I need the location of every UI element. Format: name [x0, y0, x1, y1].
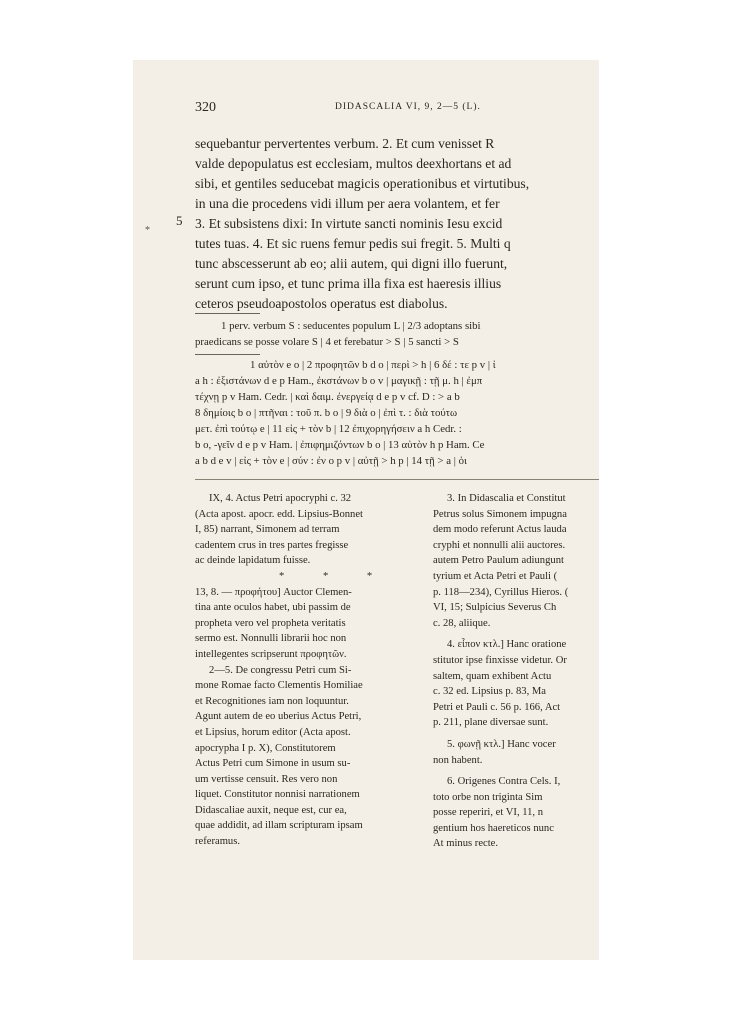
commentary-line: mone Romae facto Clementis Homiliae [195, 680, 363, 692]
commentary-line: c. 28, aliique. [433, 617, 491, 629]
main-text-line: tutes tuas. 4. Et sic ruens femur pedis sui fregit. 5. Multi q [195, 236, 511, 251]
main-text-line: tunc abscesserunt ab eo; alii autem, qui digni illo fuerunt, [195, 256, 508, 271]
commentary-line: et Lipsius, horum editor (Acta apost. [195, 726, 351, 738]
commentary-line: c. 32 ed. Lipsius p. 83, Ma [433, 686, 546, 698]
apparatus-line: a b d e v | εἰς + τὸν e | σύν : ἐν o p v | αὐτῇ > h p | 14 τῇ > a | ὁι [195, 455, 467, 467]
commentary-line: Agunt autem de eo uberius Actus Petri, [195, 711, 362, 723]
commentary-line: intellegentes scripserunt προφητῶν. [195, 648, 347, 660]
commentary-line: posse reperiri, et VI, 11, n [433, 807, 544, 819]
commentary-line: tyrium et Acta Petri et Pauli ( [433, 570, 558, 582]
apparatus-line: 1 perv. verbum S : seducentes populum L | 2/3 adoptans sibi [221, 320, 481, 332]
commentary-line: ac deinde lapidatum fuisse. [195, 555, 311, 567]
running-title: DIDASCALIA VI, 9, 2—5 (L). [335, 102, 481, 112]
scanned-page [133, 60, 599, 960]
commentary-line: 13, 8. — προφήτου] Auctor Clemen- [195, 586, 352, 598]
commentary-line: apocrypha I p. X), Constitutorem [195, 742, 336, 754]
apparatus-greek [195, 357, 599, 469]
commentary-line: 6. Origenes Contra Cels. I, [447, 776, 561, 788]
commentary-line: dem modo referunt Actus lauda [433, 524, 567, 536]
commentary-line: non habent. [433, 754, 483, 766]
apparatus-line: μετ. ἐπὶ τούτῳ e | 11 εἰς + τὸν b | 12 ἐπιχορηγήσειν a h Cedr. : [195, 423, 462, 435]
main-text-line: 3. Et subsistens dixi: In virtute sancti nominis Iesu excid [195, 216, 503, 231]
main-text-line: sibi, et gentiles seducebat magicis operationibus et virtutibus, [195, 176, 530, 191]
commentary-line: toto orbe non triginta Sim [433, 791, 543, 803]
commentary-right-column [433, 491, 568, 852]
page-number: 320 [195, 100, 216, 115]
apparatus-line: a h : ἐξιστάνων d e p Ham., ἐκστάνων b o v | μαγικῇ : τῇ μ. h | ἐμπ [195, 375, 483, 387]
commentary-line: tina ante oculos habet, ubi passim de [195, 602, 351, 614]
commentary-line: (Acta apost. apocr. edd. Lipsius-Bonnet [195, 508, 363, 520]
commentary-line: cryphi et nonnulli alii auctores. [433, 539, 566, 551]
line-number: 5 [176, 213, 183, 228]
commentary-line: At minus recte. [433, 838, 499, 850]
commentary-line: 2—5. De congressu Petri cum Si- [209, 664, 352, 676]
running-head [195, 100, 599, 116]
commentary-line: propheta vero vel propheta veritatis [195, 617, 346, 629]
commentary-line: * * * [279, 570, 391, 582]
main-text-line: valde depopulatus est ecclesiam, multos deexhortans et ad [195, 156, 512, 171]
commentary-line: VI, 15; Sulpicius Severus Ch [433, 602, 557, 614]
commentary-line: 3. In Didascalia et Constitut [447, 493, 566, 504]
main-text-line: sequebantur pervertentes verbum. 2. Et cum venisset R [195, 136, 495, 151]
apparatus-rule [195, 354, 260, 355]
commentary-left-column [195, 491, 390, 850]
apparatus-line: 8 δημίοις b o | πτῆναι : τοῦ π. b o | 9 διὰ o | ἐπὶ τ. : διὰ τούτω [195, 407, 458, 419]
commentary-line: Petri et Pauli c. 56 p. 166, Act [433, 701, 561, 713]
commentary-line: quae addidit, ad illam scripturam ipsam [195, 820, 363, 832]
main-text [195, 134, 599, 314]
commentary-line: saltem, quam exhibent Actu [433, 670, 552, 682]
apparatus-line: τέχνῃ p v Ham. Cedr. | καὶ δαιμ. ἐνεργείᾳ d e p v cf. D : > a b [195, 391, 460, 403]
margin-mark: * [145, 225, 150, 236]
commentary-line: liquet. Constitutor nonnisi narrationem [195, 789, 360, 801]
apparatus-rule [195, 313, 260, 314]
commentary-line: 4. εἶπον κτλ.] Hanc oratione [447, 639, 567, 651]
commentary-line: I, 85) narrant, Simonem ad terram [195, 524, 340, 536]
commentary-line: Didascaliae auxit, neque est, cur ea, [195, 804, 347, 816]
apparatus-line: 1 αὐτὸν e o | 2 προφητῶν b d o | περὶ > h | 6 δέ : τε p v | ἰ [250, 359, 496, 371]
commentary-line: 5. φωνῇ κτλ.] Hanc vocer [447, 738, 556, 750]
commentary-line: sermo est. Nonnulli librarii hoc non [195, 633, 347, 645]
commentary-line: Actus Petri cum Simone in usum su- [195, 758, 351, 770]
commentary-line: p. 118—234), Cyrillus Hieros. ( [433, 586, 569, 598]
commentary-line: cadentem crus in tres partes fregisse [195, 539, 349, 551]
commentary-line: IX, 4. Actus Petri apocryphi c. 32 [209, 493, 352, 504]
commentary-line: et Recognitiones iam non loquuntur. [195, 695, 349, 707]
section-rule [195, 479, 599, 480]
commentary-line: gentium hos haereticos nunc [433, 822, 554, 834]
commentary-line: Petrus solus Simonem impugna [433, 508, 567, 520]
apparatus-latin [195, 318, 599, 350]
main-text-line: in una die procedens vidi illum per aera volantem, et fer [195, 196, 500, 211]
commentary-line: p. 211, plane diversae sunt. [433, 717, 549, 729]
commentary-line: referamus. [195, 836, 240, 848]
main-text-line: ceteros pseudoapostolos operatus est diabolus. [195, 296, 448, 311]
commentary-line: autem Petro Paulum adiungunt [433, 555, 564, 567]
commentary-line: um vertisse censuit. Res vero non [195, 773, 338, 785]
apparatus-line: praedicans se posse volare S | 4 et ferebatur > S | 5 sancti > S [195, 336, 459, 348]
main-text-line: serunt cum ipso, et tunc prima illa fixa est haeresis illius [195, 276, 502, 291]
apparatus-line: b o, -γεῖν d e p v Ham. | ἐπιφημιζόντων b o | 13 αὐτὸν h p Ham. Ce [195, 439, 485, 451]
commentary-line: stitutor ipse finxisse videtur. Or [433, 654, 567, 666]
